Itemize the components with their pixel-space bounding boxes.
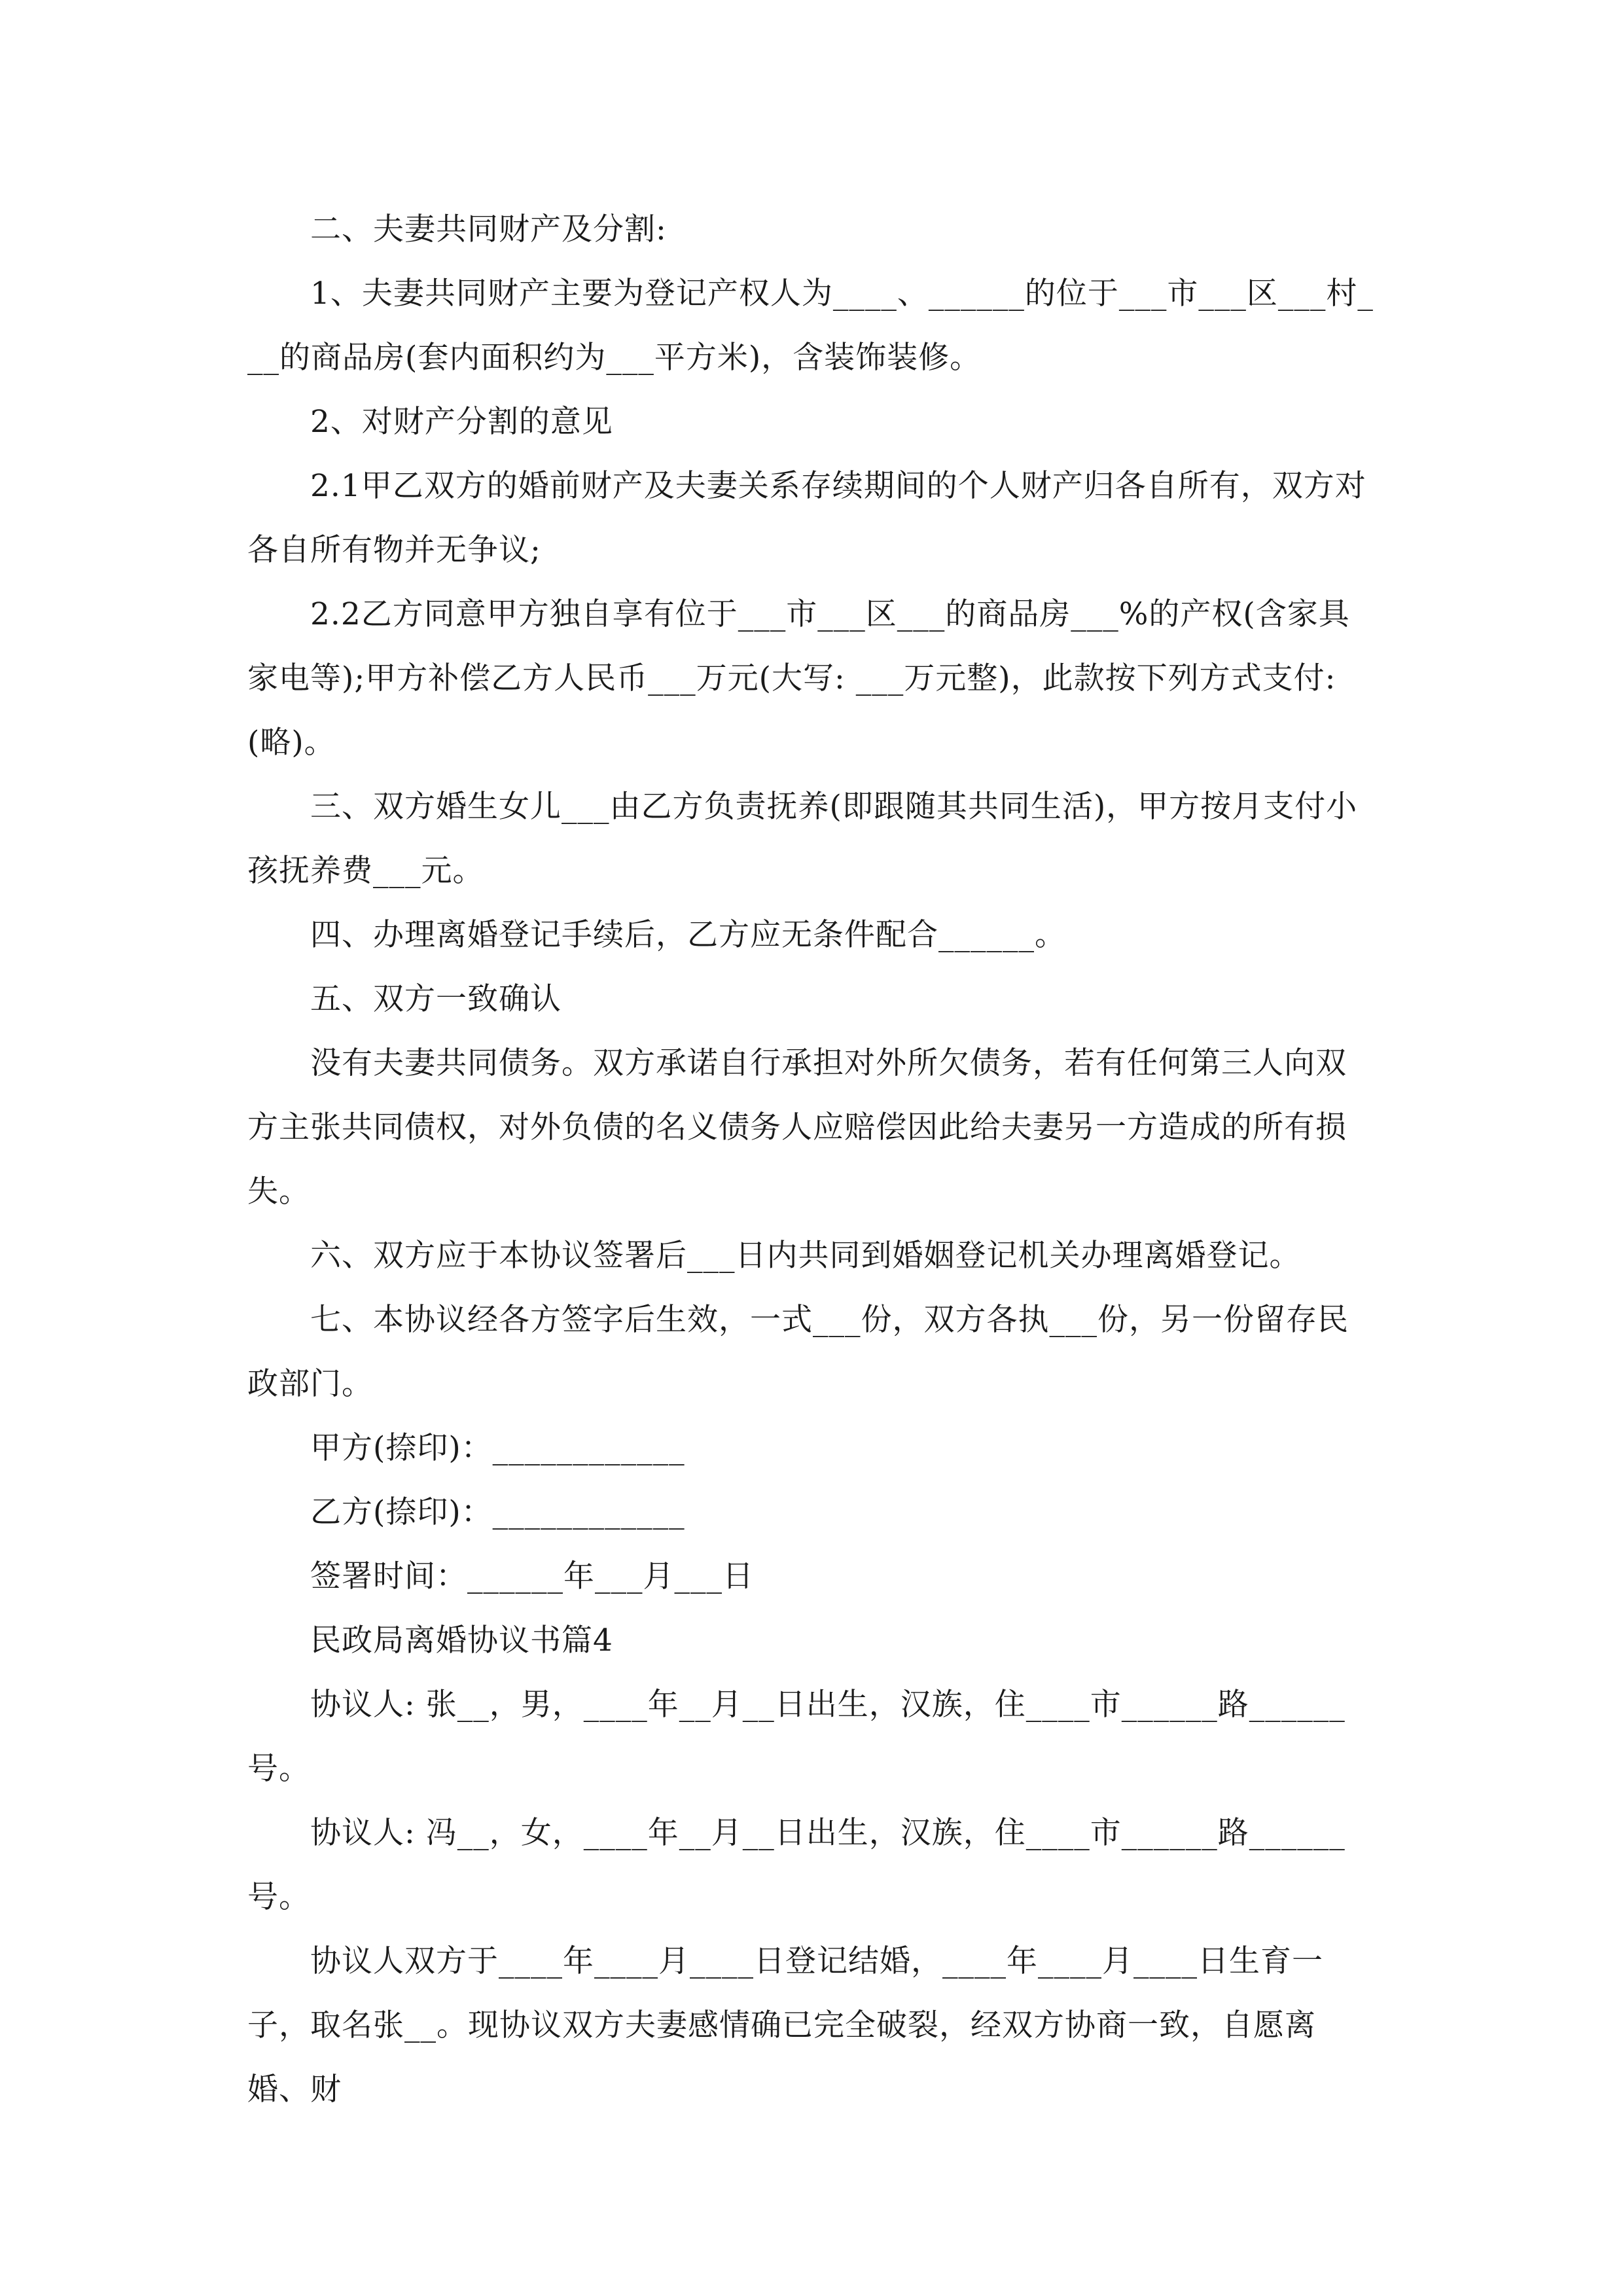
- paragraph-debts: 没有夫妻共同债务。双方承诺自行承担对外所欠债务，若有任何第三人向双方主张共同债权，对外负债的名义债务人应赔偿因此给夫妻另一方造成的所有损失。: [247, 1045, 1347, 1210]
- article-title: 民政局离婚协议书篇4: [310, 1623, 613, 1659]
- paragraph-division-opinion: 2、对财产分割的意见: [310, 404, 613, 440]
- paragraph-clause-2-2: 2.2乙方同意甲方独自享有位于___市___区___的商品房___%的产权(含家具家电等);甲方补偿乙方人民币___万元(大写: ___万元整)，此款按下列方式支付:(略)。: [247, 596, 1350, 761]
- paragraph-child-custody: 三、双方婚生女儿___由乙方负责抚养(即跟随其共同生活)，甲方按月支付小孩抚养费___元。: [247, 789, 1358, 889]
- paragraph-party-feng: 协议人: 冯__，女，____年__月__日出生，汉族，住____市______路______号。: [247, 1815, 1346, 1915]
- paragraph-clause-2-1: 2.1甲乙双方的婚前财产及夫妻关系存续期间的个人财产归各自所有，双方对各自所有物并无争议;: [247, 468, 1366, 568]
- signature-date: 签署时间：______年___月___日: [310, 1558, 754, 1594]
- paragraph-registration: 六、双方应于本协议签署后___日内共同到婚姻登记机关办理离婚登记。: [310, 1238, 1301, 1274]
- paragraph-effectiveness: 七、本协议经各方签字后生效，一式___份，双方各执___份，另一份留存民政部门。: [247, 1302, 1349, 1402]
- paragraph-joint-property: 1、夫妻共同财产主要为登记产权人为____、______的位于___市___区___村___的商品房(套内面积约为___平方米)，含装饰装修。: [247, 276, 1374, 376]
- paragraph-cooperation: 四、办理离婚登记手续后，乙方应无条件配合______。: [310, 917, 1066, 953]
- section-heading-property: 二、夫妻共同财产及分割:: [310, 211, 667, 247]
- signature-party-a: 甲方(捺印)：____________: [310, 1430, 685, 1466]
- paragraph-marriage-details: 协议人双方于____年____月____日登记结婚，____年____月____日生育一子，取名张__。现协议双方夫妻感情确已完全破裂，经双方协商一致，自愿离婚、财: [247, 1943, 1323, 2108]
- paragraph-party-zhang: 协议人: 张__，男，____年__月__日出生，汉族，住____市______路______号。: [247, 1687, 1346, 1787]
- document-body: [247, 198, 1376, 2122]
- paragraph-confirmation: 五、双方一致确认: [310, 981, 562, 1017]
- signature-party-b: 乙方(捺印)：____________: [310, 1494, 685, 1530]
